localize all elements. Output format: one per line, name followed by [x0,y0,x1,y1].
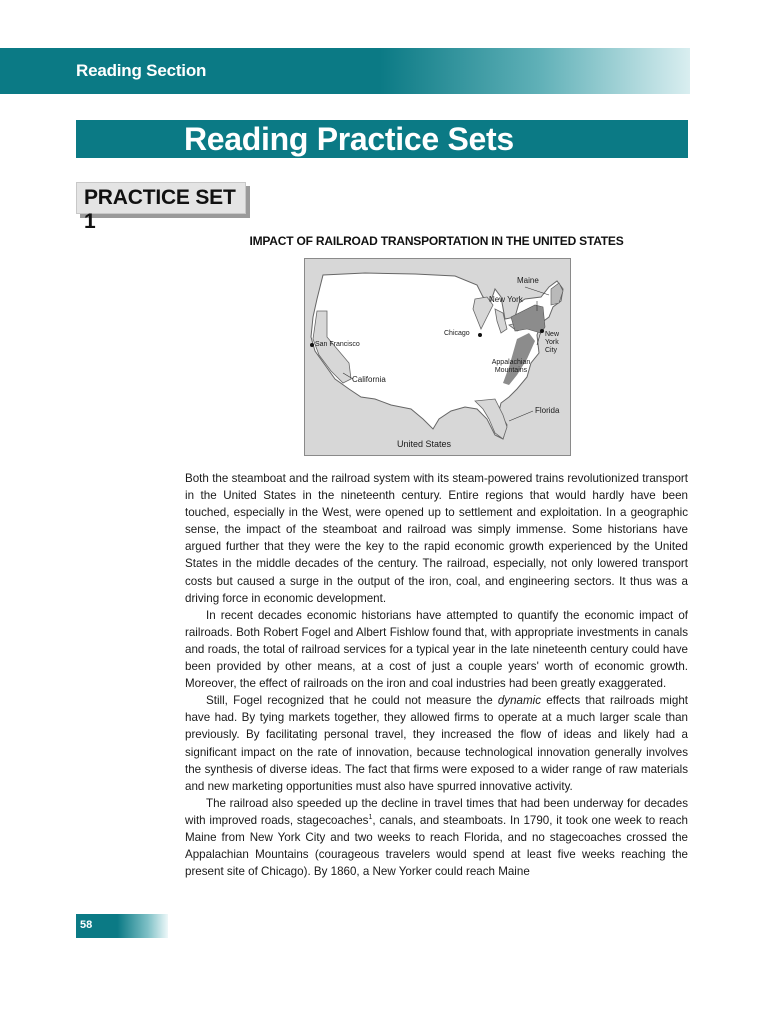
page-title-bar [76,120,688,158]
florida-leader-line [509,411,533,421]
chicago-dot [478,333,482,337]
paragraph-4-text-start: The railroad also speeded up the decline in travel times that had been underway for decades with improved roads, stagecoaches [185,796,688,827]
practice-set-label: PRACTICE SET 1 [84,186,236,233]
paragraph-1: Both the steamboat and the railroad system with its steam-powered trains revolutionized transport in the United States in the nineteenth century. Entire regions that would hardly have been touched, especially in the West, were opened up to settlement and exploitation. In a geographic sense, the impact of the steamboat and railroad was simply immense. Some historians have argued further that they were the key to the rapid economic growth experienced by the United States in the middle decades of the century. The railroad, especially, not only lowered transport costs but caused a surge in the output of the iron, coal, and engineering sectors. It thus was a driving force in economic development. [185,472,688,605]
map-label-maine: Maine [517,276,539,285]
map-label-chicago: Chicago [444,330,470,337]
paragraph-4 [185,795,688,880]
passage-title: IMPACT OF RAILROAD TRANSPORTATION IN THE UNITED STATES [249,234,624,248]
paragraph-3-text-end: effects that railroads might have had. By tying markets together, they allowed firms to operate at a much larger scale than previously. By facilitating personal travel, they increased the flow of ideas and likely had a significant impact on the rate of innovation, because technological innovation generally involves the synthesis of diverse ideas. The fact that firms were exposed to a wider range of raw materials and new marketing opportunities must also have spurred innovative activity. [185,694,688,793]
map-label-california: California [352,375,386,384]
paragraph-2: In recent decades economic historians have attempted to quantify the economic impact of railroads. Both Robert Fogel and Albert Fishlow found that, with appropriate investments in canals and roads, the total of railroad services for a typical year in the late nineteenth century could have been provided by other means, at a cost of just a couple years' worth of economic growth. Moreover, the effect of railroads on the iron and coal industries had been greatly exaggerated. [185,608,688,691]
san-francisco-dot [310,343,314,347]
paragraph-3-text-start: Still, Fogel recognized that he could not measure the [206,694,498,708]
us-map-figure [304,258,571,456]
footnote-marker: 1 [368,814,373,822]
section-header-banner [0,48,690,94]
us-map-graphic [305,259,570,455]
paragraph-4-text-end: , canals, and steamboats. In 1790, it took one week to reach Maine from New York City and two weeks to reach Florida, and no stagecoaches crossed the Appalachian Mountains (courageous travelers would spend at least five weeks reaching the present site of Chicago). By 1860, a New Yorker could reach Maine [185,813,689,879]
new-york-region [511,305,545,333]
map-label-san-francisco: San Francisco [315,341,360,348]
page-title: Reading Practice Sets [184,121,514,157]
map-label-appalachian: Appalachian Mountains [491,359,531,374]
new-york-city-dot [540,329,544,333]
page-number: 58 [80,919,93,931]
paragraph-3 [185,692,688,795]
map-label-new-york-city: New York City [545,331,560,354]
map-label-new-york: New York [489,295,523,304]
page-number-tab [76,914,168,938]
florida-region [475,399,507,439]
paragraph-3-emphasis: dynamic [497,694,542,708]
practice-set-label-box [76,182,246,233]
map-caption: United States [397,439,452,449]
passage-body [185,470,688,880]
section-header-label: Reading Section [76,61,207,80]
map-label-florida: Florida [535,406,560,415]
